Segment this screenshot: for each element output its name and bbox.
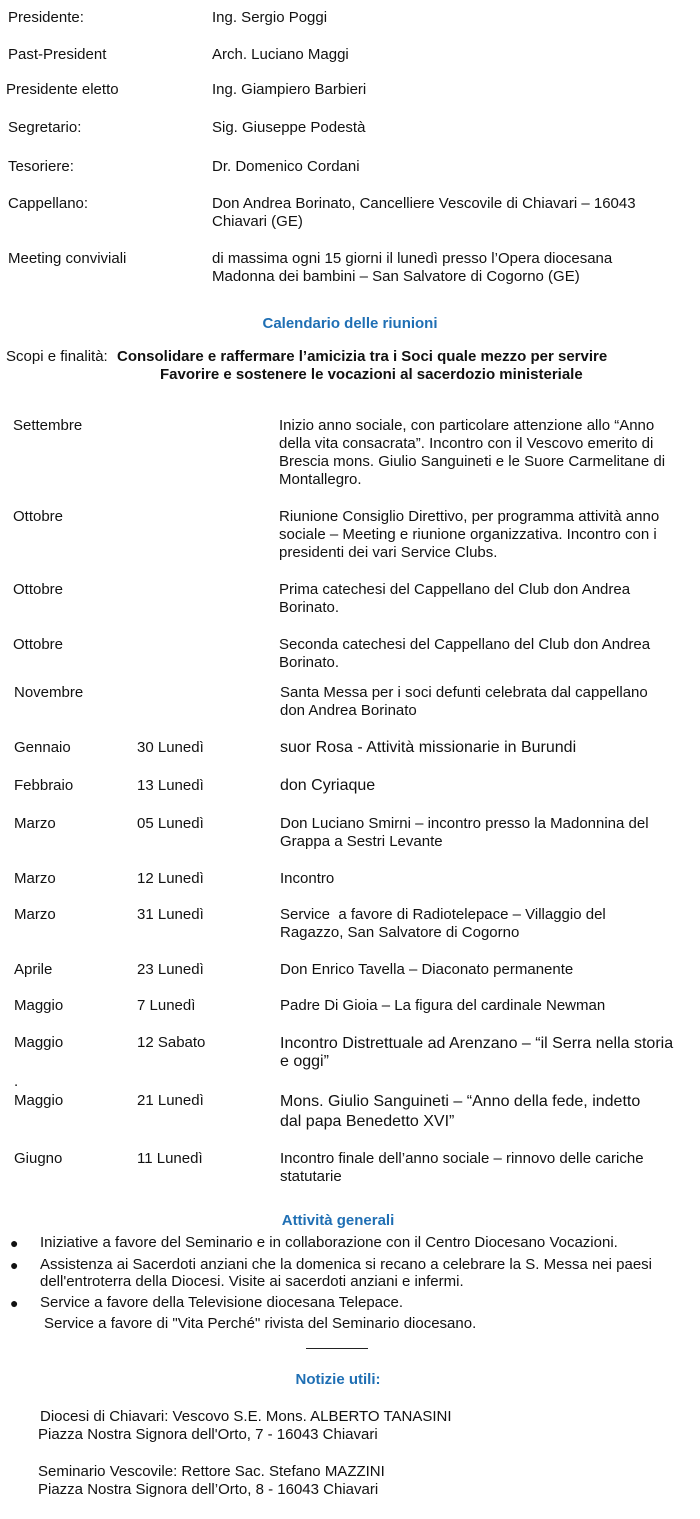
officer-name: Sig. Giuseppe Podestà [212, 119, 366, 136]
event-desc: Brescia mons. Giulio Sanguineti e le Suore Carmelitane di [279, 453, 666, 470]
event-desc: Seconda catechesi del Cappellano del Club don Andrea [279, 636, 651, 653]
attivita-title: Attività generali [281, 1212, 395, 1229]
scopi-line: Consolidare e raffermare l’amicizia tra i Soci quale mezzo per servire [117, 348, 608, 365]
officer-name: Don Andrea Borinato, Cancelliere Vescovile di Chiavari – 16043 [212, 195, 636, 212]
officer-role: Presidente eletto [6, 81, 119, 98]
event-month: Ottobre [13, 508, 64, 525]
event-month: Novembre [14, 684, 84, 701]
event-month: Maggio [14, 997, 64, 1014]
event-desc: Riunione Consiglio Direttivo, per programma attività anno [279, 508, 660, 525]
officer-name: Arch. Luciano Maggi [212, 46, 349, 63]
officer-name: Ing. Sergio Poggi [212, 9, 328, 26]
officer-role: Presidente: [8, 9, 84, 26]
event-day: 23 Lunedì [137, 961, 204, 978]
event-month: Gennaio [14, 739, 71, 756]
calendar-title: Calendario delle riunioni [262, 315, 438, 332]
event-desc: presidenti dei vari Service Clubs. [279, 544, 498, 561]
event-desc: Grappa a Sestri Levante [280, 833, 443, 850]
officer-name: Ing. Giampiero Barbieri [212, 81, 367, 98]
notizia-line: Piazza Nostra Signora dell’Orto, 8 - 16043 Chiavari [38, 1481, 379, 1498]
event-month: Marzo [14, 870, 56, 887]
notizie-title: Notizie utili: [295, 1371, 381, 1388]
event-desc: Borinato. [279, 654, 340, 671]
event-day: 21 Lunedì [137, 1092, 204, 1109]
event-desc: don Cyriaque [280, 777, 376, 794]
event-month: Febbraio [14, 777, 74, 794]
notizia-line: Seminario Vescovile: Rettore Sac. Stefano MAZZINI [38, 1463, 385, 1480]
event-desc: don Andrea Borinato [280, 702, 417, 719]
event-month: Marzo [14, 906, 56, 923]
officer-name-cont: Madonna dei bambini – San Salvatore di Cogorno (GE) [212, 268, 580, 285]
divider [306, 1348, 368, 1349]
officer-role: Cappellano: [8, 195, 89, 212]
event-desc: Don Enrico Tavella – Diaconato permanente [280, 961, 574, 978]
event-desc: Incontro [280, 870, 335, 887]
officer-role: Tesoriere: [8, 158, 74, 175]
event-day: 05 Lunedì [137, 815, 204, 832]
event-month: Maggio [14, 1092, 64, 1109]
officer-role: Past-President [8, 46, 107, 63]
event-month: Ottobre [13, 581, 64, 598]
event-desc: Incontro Distrettuale ad Arenzano – “il Serra nella storia [280, 1035, 674, 1052]
officer-role: Segretario: [8, 119, 82, 136]
event-day: 12 Lunedì [137, 870, 204, 887]
event-desc: Inizio anno sociale, con particolare attenzione allo “Anno [279, 417, 655, 434]
event-month: Giugno [14, 1150, 63, 1167]
attivita-item: Service a favore della Televisione diocesana Telepace. [40, 1294, 404, 1311]
event-desc: Ragazzo, San Salvatore di Cogorno [280, 924, 520, 941]
event-desc: Service a favore di Radiotelepace – Villaggio del [280, 906, 606, 923]
event-desc: della vita consacrata”. Incontro con il Vescovo emerito di [279, 435, 654, 452]
officer-name-cont: Chiavari (GE) [212, 213, 303, 230]
stray-dot: . [14, 1073, 19, 1090]
attivita-item: Assistenza ai Sacerdoti anziani che la domenica si recano a celebrare la S. Messa nei paesi [40, 1256, 652, 1273]
event-desc: Prima catechesi del Cappellano del Club don Andrea [279, 581, 631, 598]
event-day: 12 Sabato [137, 1034, 206, 1051]
event-desc: e oggi” [280, 1053, 329, 1070]
event-desc: Santa Messa per i soci defunti celebrata dal cappellano [280, 684, 648, 701]
bullet-icon: ● [10, 1235, 19, 1251]
event-desc: suor Rosa - Attività missionarie in Burundi [280, 739, 577, 756]
event-day: 11 Lunedì [137, 1150, 203, 1167]
attivita-extra: Service a favore di "Vita Perché" rivista del Seminario diocesano. [44, 1315, 477, 1332]
event-month: Settembre [13, 417, 83, 434]
notizia-line: Piazza Nostra Signora dell'Orto, 7 - 16043 Chiavari [38, 1426, 378, 1443]
event-desc: Montallegro. [279, 471, 362, 488]
officer-name: Dr. Domenico Cordani [212, 158, 360, 175]
event-desc: Mons. Giulio Sanguineti – “Anno della fede, indetto [280, 1093, 641, 1110]
bullet-icon: ● [10, 1257, 19, 1273]
event-desc: Padre Di Gioia – La figura del cardinale Newman [280, 997, 606, 1014]
event-desc: dal papa Benedetto XVI” [280, 1113, 455, 1130]
officer-role: Meeting conviviali [8, 250, 127, 267]
event-month: Ottobre [13, 636, 64, 653]
event-month: Aprile [14, 961, 53, 978]
event-day: 30 Lunedì [137, 739, 204, 756]
event-desc: Don Luciano Smirni – incontro presso la Madonnina del [280, 815, 649, 832]
event-month: Maggio [14, 1034, 64, 1051]
event-desc: Incontro finale dell’anno sociale – rinnovo delle cariche [280, 1150, 644, 1167]
event-day: 31 Lunedì [137, 906, 204, 923]
event-month: Marzo [14, 815, 56, 832]
event-day: 7 Lunedì [137, 997, 196, 1014]
attivita-item: Iniziative a favore del Seminario e in collaborazione con il Centro Diocesano Vocazioni. [40, 1234, 618, 1251]
officer-name: di massima ogni 15 giorni il lunedì presso l’Opera diocesana [212, 250, 613, 267]
event-desc: statutarie [280, 1168, 342, 1185]
scopi-line: Favorire e sostenere le vocazioni al sacerdozio ministeriale [160, 366, 583, 383]
event-day: 13 Lunedì [137, 777, 204, 794]
bullet-icon: ● [10, 1295, 19, 1311]
event-desc: sociale – Meeting e riunione organizzativa. Incontro con i [279, 526, 657, 543]
notizia-line: Diocesi di Chiavari: Vescovo S.E. Mons. ALBERTO TANASINI [40, 1408, 452, 1425]
event-desc: Borinato. [279, 599, 340, 616]
scopi-label: Scopi e finalità: [6, 348, 108, 365]
attivita-item-cont: dell'entroterra della Diocesi. Visite ai sacerdoti anziani e infermi. [40, 1273, 464, 1290]
